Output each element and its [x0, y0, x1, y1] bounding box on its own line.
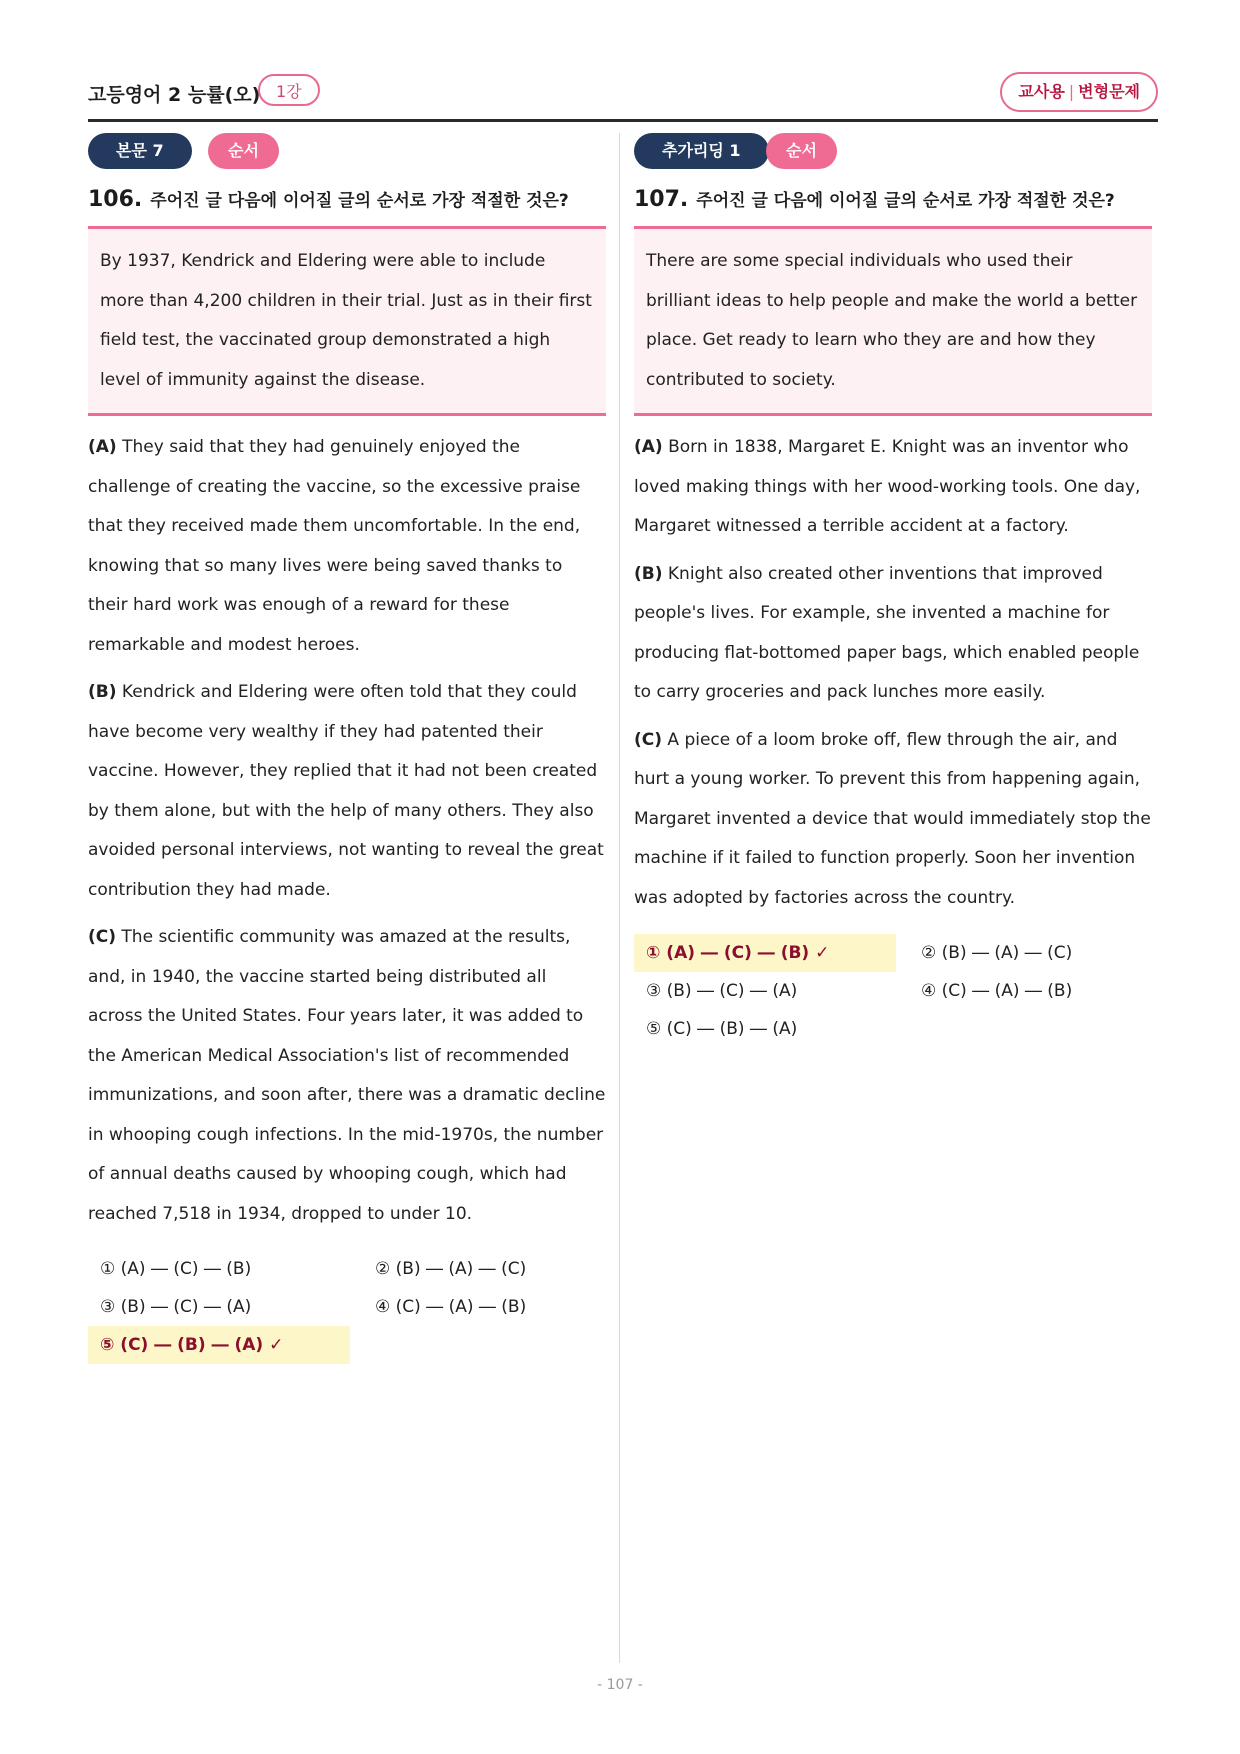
- choice-5[interactable]: ⑤ (C) ― (B) ― (A): [646, 1019, 798, 1039]
- question-106: [88, 133, 606, 1370]
- paragraph-label: (A): [634, 437, 663, 457]
- section-tag: 본문 7: [88, 133, 192, 169]
- usage-prefix: 교사용: [1018, 82, 1065, 101]
- usage-suffix: 변형문제: [1078, 82, 1140, 101]
- choice-5-correct[interactable]: ⑤ (C) ― (B) ― (A) ✓: [88, 1326, 350, 1364]
- choice-4[interactable]: ④ (C) ― (A) ― (B): [375, 1297, 527, 1317]
- choice-3[interactable]: ③ (B) ― (C) ― (A): [100, 1297, 252, 1317]
- paragraph-label: (B): [634, 563, 663, 584]
- answer-choices: [88, 1250, 606, 1370]
- answer-choices: [634, 934, 1152, 1054]
- question-tags: [634, 133, 1152, 169]
- choice-3[interactable]: ③ (B) ― (C) ― (A): [646, 981, 798, 1001]
- lesson-badge: 1강: [258, 74, 320, 106]
- paragraph-text: Knight also created other inventions that improved people's lives. For example, she invented a machine for producing flat-bottomed paper bags, which enabled people to carry groceries and pack lunches more easily.: [634, 563, 1140, 702]
- header-rule: [88, 119, 1158, 122]
- choice-4[interactable]: ④ (C) ― (A) ― (B): [921, 981, 1073, 1001]
- book-title: 고등영어 2 능률(오): [88, 84, 261, 106]
- paragraph-label: (A): [88, 437, 117, 457]
- usage-badge: [1000, 72, 1158, 112]
- given-passage: By 1937, Kendrick and Eldering were able to include more than 4,200 children in their trial. Just as in their first field test, the vaccinated group demonstrated a high level of immunity against the disease.: [88, 226, 606, 416]
- question-text: 주어진 글 다음에 이어질 글의 순서로 가장 적절한 것은?: [150, 191, 569, 211]
- paragraph-text: Kendrick and Eldering were often told that they could have become very wealthy if they had patented their vaccine. However, they replied that it had not been created by them alone, but with the help of many others. They also avoided personal interviews, not wanting to reveal the great contribution they had made.: [88, 682, 604, 900]
- question-text: 주어진 글 다음에 이어질 글의 순서로 가장 적절한 것은?: [696, 191, 1115, 211]
- column-divider: [619, 133, 620, 1663]
- paragraph-text: The scientific community was amazed at the results, and, in 1940, the vaccine started being distributed all across the United States. Four years later, it was added to the American Medical Association's list of recommended immunizations, and soon after, there was a dramatic decline in whooping cough infections. In the mid-1970s, the number of annual deaths caused by whooping cough, which had reached 7,518 in 1934, dropped to under 10.: [88, 927, 606, 1224]
- choice-1-correct[interactable]: ① (A) ― (C) ― (B) ✓: [634, 934, 896, 972]
- page-number: - 107 -: [597, 1677, 643, 1693]
- paragraph-b: [88, 673, 606, 910]
- choice-2[interactable]: ② (B) ― (A) ― (C): [921, 943, 1073, 963]
- paragraph-text: A piece of a loom broke off, flew through the air, and hurt a young worker. To prevent this from happening again, Margaret invented a device that would immediately stop the machine if it failed to function properly. Soon her invention was adopted by factories across the country.: [634, 729, 1151, 908]
- question-number: 107.: [634, 187, 689, 212]
- paragraph-a: [634, 428, 1152, 547]
- type-tag: 순서: [766, 133, 837, 169]
- type-tag: 순서: [208, 133, 279, 169]
- section-tag: 추가리딩 1: [634, 133, 769, 169]
- paragraph-label: (C): [634, 729, 663, 750]
- choice-1[interactable]: ① (A) ― (C) ― (B): [100, 1259, 252, 1279]
- paragraph-c: [88, 918, 606, 1234]
- question-tags: [88, 133, 606, 169]
- question-title: [88, 186, 606, 226]
- page-header: [88, 68, 1158, 120]
- given-passage: There are some special individuals who used their brilliant ideas to help people and make the world a better place. Get ready to learn who they are and how they contributed to society.: [634, 226, 1152, 416]
- paragraph-text: They said that they had genuinely enjoyed the challenge of creating the vaccine, so the excessive praise that they received made them uncomfortable. In the end, knowing that so many lives were being saved thanks to their hard work was enough of a reward for these remarkable and modest heroes.: [88, 437, 581, 655]
- paragraph-a: [88, 428, 606, 665]
- question-number: 106.: [88, 187, 143, 212]
- paragraph-text: Born in 1838, Margaret E. Knight was an inventor who loved making things with her wood-working tools. One day, Margaret witnessed a terrible accident at a factory.: [634, 437, 1141, 536]
- paragraph-c: [634, 721, 1152, 919]
- paragraph-label: (C): [88, 927, 117, 947]
- paragraph-b: [634, 555, 1152, 713]
- question-107: [634, 133, 1152, 1054]
- paragraph-label: (B): [88, 682, 117, 702]
- question-title: [634, 186, 1152, 226]
- choice-2[interactable]: ② (B) ― (A) ― (C): [375, 1259, 527, 1279]
- usage-divider: |: [1068, 82, 1075, 101]
